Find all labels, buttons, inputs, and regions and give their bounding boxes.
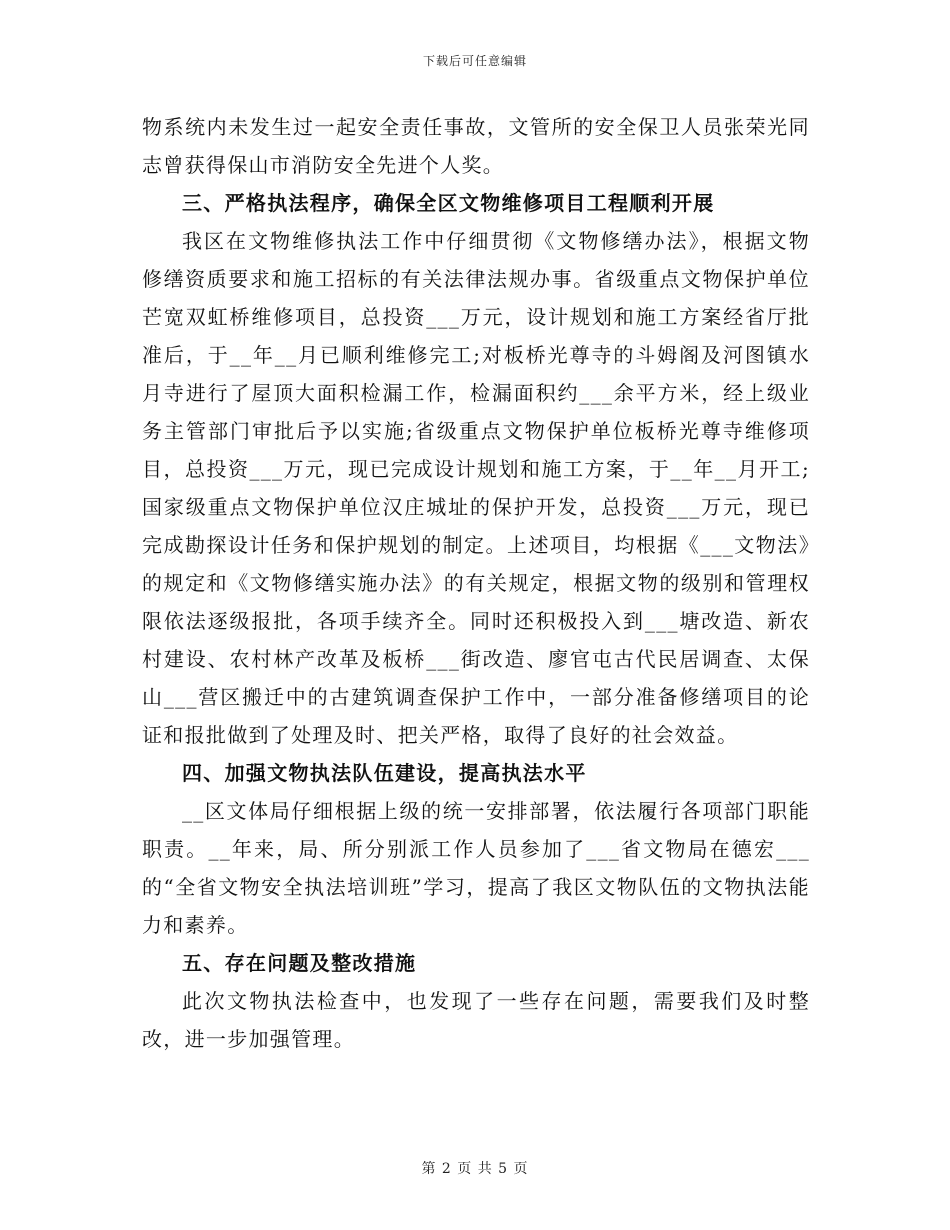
page-footer: 第 2 页 共 5 页 (421, 1161, 529, 1177)
section-heading-3: 三、严格执法程序，确保全区文物维修项目工程顺利开展 (182, 191, 715, 215)
page-header: 下载后可任意编辑 (422, 54, 527, 68)
section-heading-5: 五、存在问题及整改措施 (182, 951, 417, 975)
paragraph-section-3: 我区在文物维修执法工作中仔细贯彻《文物修缮办法》，根据文物修缮资质要求和施工招标的有关法律法规办事。省级重点文物保护单位芒宽双虹桥维修项目，总投资___万元，设计规划和施工方案经省厅批准后，于__年__月已顺利维修完工;对板桥光尊寺的斗姆阁及河图镇水月寺进行了屋顶大面积检漏工作，检漏面积约___余平方米，经上级业务主管部门审批后予以实施;省级重点文物保护单位板桥光尊寺维修项目，总投资___万元，现已完成设计规划和施工方案，于__年__月开工;国家级重点文物保护单位汉庄城址的保护开发，总投资___万元，现已完成勘探设计任务和保护规划的制定。上述项目，均根据《___文物法》的规定和《文物修缮实施办法》的有关规定，根据文物的级别和管理权限依法逐级报批，各项手续齐全。同时还积极投入到___塘改造、新农村建设、农村林产改革及板桥___街改造、廖官屯古代民居调查、太保山___营区搬迁中的古建筑调查保护工作中，一部分准备修缮项目的论证和报批做到了处理及时、把关严格，取得了良好的社会效益。 (142, 229, 810, 747)
paragraph-section-5: 此次文物执法检查中，也发现了一些存在问题，需要我们及时整改，进一步加强管理。 (142, 989, 810, 1051)
section-heading-4: 四、加强文物执法队伍建设，提高执法水平 (182, 761, 587, 785)
paragraph-intro-continued: 物系统内未发生过一起安全责任事故，文管所的安全保卫人员张荣光同志曾获得保山市消防安全先进个人奖。 (142, 115, 810, 177)
paragraph-section-4: __区文体局仔细根据上级的统一安排部署，依法履行各项部门职能职责。__年来，局、所分别派工作人员参加了___省文物局在德宏___的“全省文物安全执法培训班”学习，提高了我区文物队伍的文物执法能力和素养。 (142, 799, 810, 937)
document-body (142, 108, 810, 1058)
